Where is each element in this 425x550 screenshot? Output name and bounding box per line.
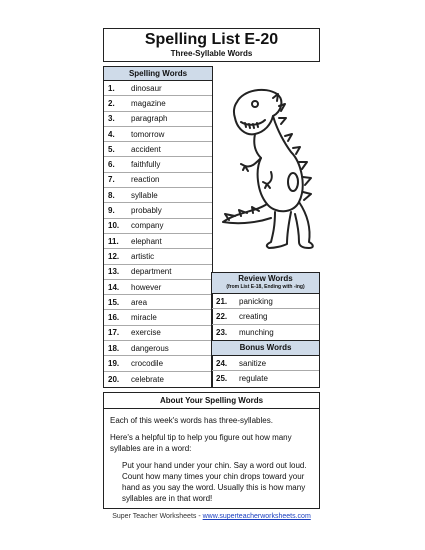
word-text: regulate — [239, 374, 268, 384]
word-number: 12. — [108, 251, 120, 261]
word-number: 23. — [216, 327, 228, 337]
word-number: 16. — [108, 313, 120, 323]
word-number: 24. — [216, 358, 228, 368]
word-text: elephant — [131, 236, 162, 246]
word-row — [104, 265, 212, 280]
bonus-words-heading: Bonus Words — [212, 340, 319, 356]
about-box — [103, 392, 320, 509]
word-row — [212, 309, 319, 324]
word-text: sanitize — [239, 358, 267, 368]
word-text: dangerous — [131, 343, 169, 353]
title-box — [103, 28, 320, 62]
word-number: 3. — [108, 114, 115, 124]
footer-text: Super Teacher Worksheets - — [112, 513, 203, 520]
word-text: munching — [239, 327, 274, 337]
review-words-header — [212, 273, 319, 294]
word-number: 22. — [216, 311, 228, 321]
word-row — [104, 295, 212, 310]
page-title: Spelling List E-20 — [144, 31, 279, 48]
word-text: crocodile — [131, 358, 164, 368]
spelling-words-box — [103, 66, 213, 388]
word-row — [212, 371, 319, 386]
word-number: 11. — [108, 236, 119, 246]
word-row — [104, 127, 212, 142]
word-row — [212, 294, 319, 309]
word-number: 18. — [108, 343, 120, 353]
word-text: tomorrow — [131, 129, 165, 139]
word-number: 6. — [108, 160, 115, 170]
word-row — [104, 372, 212, 387]
word-text: celebrate — [131, 374, 164, 384]
word-row — [104, 249, 212, 264]
word-number: 9. — [108, 206, 115, 216]
word-text: probably — [131, 206, 162, 216]
word-row — [104, 280, 212, 295]
word-text: dinosaur — [131, 83, 162, 93]
word-text: area — [131, 297, 148, 307]
word-text: panicking — [239, 296, 273, 306]
review-words-note: (from List E-18, Ending with -ing) — [226, 284, 305, 290]
word-text: faithfully — [131, 160, 161, 170]
word-text: creating — [239, 311, 268, 321]
word-row — [212, 356, 319, 371]
word-text: magazine — [131, 98, 166, 108]
word-number: 19. — [108, 358, 120, 368]
word-row — [104, 341, 212, 356]
word-row — [104, 326, 212, 341]
word-number: 4. — [108, 129, 115, 139]
word-row — [104, 203, 212, 218]
word-text: accident — [131, 144, 161, 154]
word-number: 14. — [108, 282, 120, 292]
word-row — [212, 325, 319, 340]
word-text: paragraph — [131, 114, 168, 124]
dinosaur-icon — [215, 82, 325, 267]
word-text: however — [131, 282, 162, 292]
word-row — [104, 142, 212, 157]
word-text: reaction — [131, 175, 160, 185]
about-heading: About Your Spelling Words — [104, 393, 319, 409]
about-tip: Put your hand under your chin. Say a word out loud. Count how many times your chin drops toward your hand as you say the word. Usually this is how many syllables are in that word! — [122, 461, 307, 503]
word-row — [104, 310, 212, 325]
word-number: 15. — [108, 297, 120, 307]
footer-link[interactable]: www.superteacherworksheets.com — [202, 513, 311, 520]
word-text: company — [131, 221, 164, 231]
word-row — [104, 96, 212, 111]
footer — [103, 513, 320, 520]
word-number: 2. — [108, 98, 115, 108]
word-row — [104, 234, 212, 249]
word-number: 25. — [216, 374, 228, 384]
word-row — [104, 81, 212, 96]
word-row — [104, 188, 212, 203]
word-number: 20. — [108, 374, 120, 384]
word-row — [104, 219, 212, 234]
about-paragraph-2: Here's a helpful tip to help you figure out how many syllables are in a word: — [110, 433, 292, 453]
word-row — [104, 157, 212, 172]
word-number: 7. — [108, 175, 115, 185]
word-row — [104, 173, 212, 188]
review-words-box — [211, 272, 320, 388]
word-number: 21. — [216, 296, 228, 306]
word-text: syllable — [131, 190, 158, 200]
word-number: 10. — [108, 221, 120, 231]
word-number: 17. — [108, 328, 120, 338]
word-text: department — [131, 267, 172, 277]
word-text: miracle — [131, 313, 157, 323]
word-number: 5. — [108, 144, 115, 154]
spelling-words-heading: Spelling Words — [104, 67, 212, 81]
word-number: 1. — [108, 83, 115, 93]
word-number: 13. — [108, 267, 120, 277]
word-text: exercise — [131, 328, 161, 338]
review-words-heading: Review Words — [238, 274, 293, 283]
word-row — [104, 356, 212, 371]
word-row — [104, 112, 212, 127]
word-text: artistic — [131, 251, 155, 261]
about-paragraph-1: Each of this week's words has three-syllables. — [110, 416, 273, 425]
word-number: 8. — [108, 190, 115, 200]
page-subtitle: Three-Syllable Words — [170, 49, 253, 58]
